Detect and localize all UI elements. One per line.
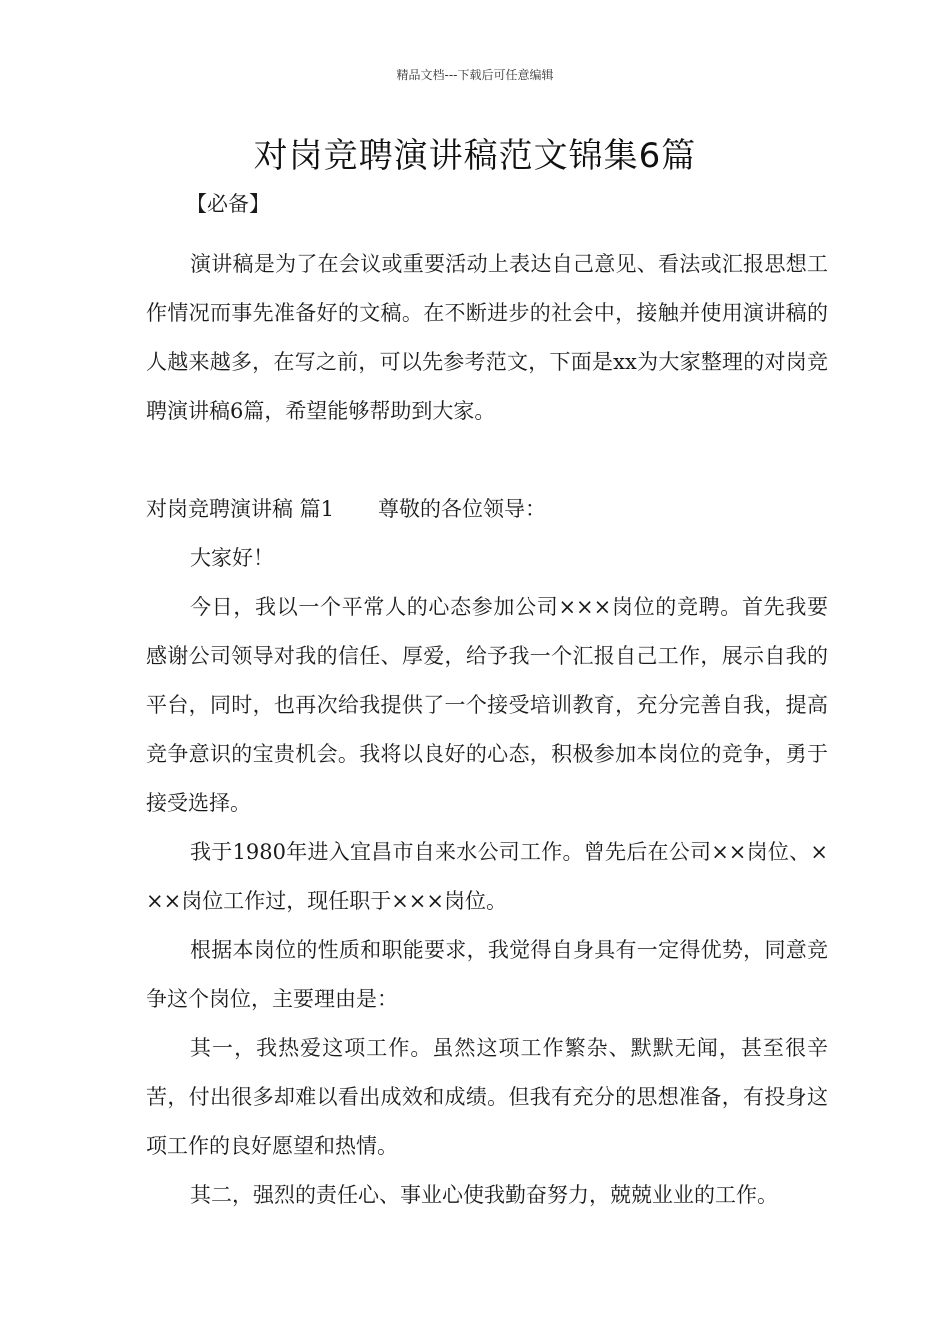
body-paragraph-5: 其一，我热爱这项工作。虽然这项工作繁杂、默默无闻，甚至很辛苦，付出很多却难以看出成效和成绩。但我有充分的思想准备，有投身这项工作的良好愿望和热情。: [146, 1036, 828, 1158]
body-paragraph-3: 我于1980年进入宜昌市自来水公司工作。曾先后在公司××岗位、×××岗位工作过，现任职于×××岗位。: [146, 840, 828, 913]
header-note: 精品文档---下载后可任意编辑: [396, 68, 554, 82]
section-heading: 对岗竞聘演讲稿 篇1: [146, 497, 335, 521]
body-paragraph-6: 其二，强烈的责任心、事业心使我勤奋努力，兢兢业业的工作。: [190, 1183, 778, 1207]
paragraph-spacer: [146, 436, 828, 485]
intro-paragraph: 演讲稿是为了在会议或重要活动上表达自己意见、看法或汇报思想工作情况而事先准备好的文稿。在不断进步的社会中，接触并使用演讲稿的人越来越多，在写之前，可以先参考范文，下面是xx为大家整理的对岗竞聘演讲稿6篇，希望能够帮助到大家。: [146, 252, 828, 423]
tag-label: 【必备】: [186, 192, 270, 216]
body-paragraph-2: 今日，我以一个平常人的心态参加公司×××岗位的竞聘。首先我要感谢公司领导对我的信任、厚爱，给予我一个汇报自己工作，展示自我的平台，同时，也再次给我提供了一个接受培训教育，充分完善自我，提高竞争意识的宝贵机会。我将以良好的心态，积极参加本岗位的竞争，勇于接受选择。: [146, 595, 828, 815]
salutation: 尊敬的各位领导：: [378, 497, 547, 521]
section-heading-line: [146, 485, 828, 534]
body-paragraph-1: 大家好！: [190, 546, 274, 570]
body-paragraph-4: 根据本岗位的性质和职能要求，我觉得自身具有一定得优势，同意竞争这个岗位，主要理由是：: [146, 938, 828, 1011]
document-body: [146, 180, 828, 1220]
document-title: 对岗竞聘演讲稿范文锦集6篇: [253, 136, 697, 176]
